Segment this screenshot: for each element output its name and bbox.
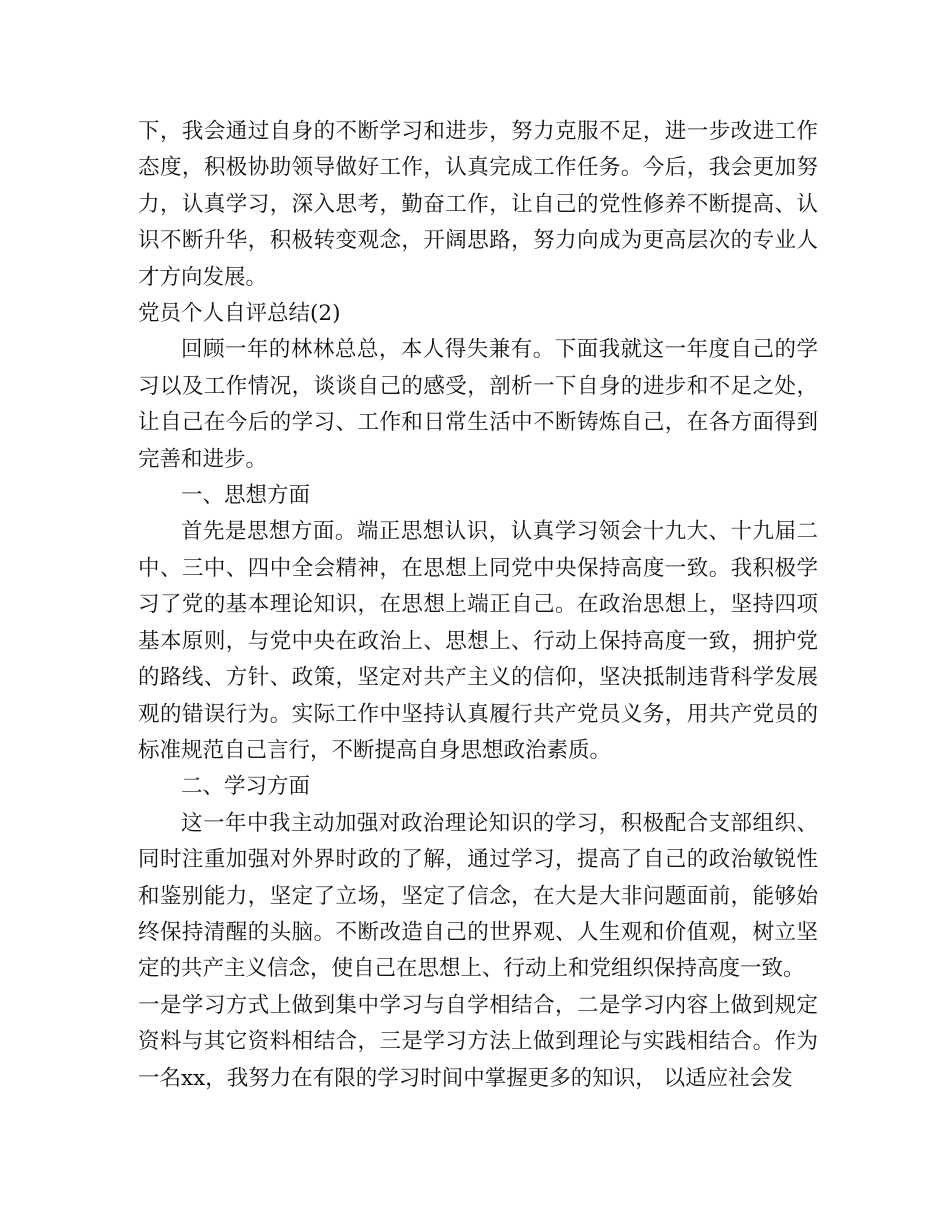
article-heading: 党员个人自评总结(2): [138, 301, 341, 327]
document-body: [138, 114, 818, 1097]
paragraph-thought: 首先是思想方面。端正思想认识，认真学习领会十九大、十九届二中、三中、四中全会精神，在思想上同党中央保持高度一致。我积极学习了党的基本理论知识，在思想上端正自己。在政治思想上，坚持四项基本原则，与党中央在政治上、思想上、行动上保持高度一致，拥护党的路线、方针、政策，坚定对共产主义的信仰，坚决抵制违背科学发展观的错误行为。实际工作中坚持认真履行共产党员义务，用共产党员的标准规范自己言行，不断提高自身思想政治素质。: [138, 519, 818, 763]
paragraph-study: 这一年中我主动加强对政治理论知识的学习，积极配合支部组织、同时注重加强对外界时政的了解，通过学习，提高了自己的政治敏锐性和鉴别能力，坚定了立场，坚定了信念，在大是大非问题面前，能够始终保持清醒的头脑。不断改造自己的世界观、人生观和价值观，树立坚定的共产主义信念，使自己在思想上、行动上和党组织保持高度一致。: [138, 810, 818, 982]
section-heading-thought: 一、思想方面: [181, 483, 311, 509]
paragraph-continuation: 下，我会通过自身的不断学习和进步，努力克服不足，进一步改进工作态度，积极协助领导做好工作，认真完成工作任务。今后，我会更加努力，认真学习，深入思考，勤奋工作，让自己的党性修养不断提高、认识不断升华，积极转变观念，开阔思路，努力向成为更高层次的专业人才方向发展。: [138, 119, 818, 290]
paragraph-review-intro: 回顾一年的林林总总，本人得失兼有。下面我就这一年度自己的学习以及工作情况，谈谈自己的感受，剖析一下自身的进步和不足之处，让自己在今后的学习、工作和日常生活中不断铸炼自己，在各方面得到完善和进步。: [138, 337, 818, 472]
paragraph-study-methods: 一是学习方式上做到集中学习与自学相结合，二是学习内容上做到规定资料与其它资料相结合，三是学习方法上做到理论与实践相结合。作为一名xx，我努力在有限的学习时间中掌握更多的知识， 以适应社会发: [138, 992, 818, 1091]
section-heading-study: 二、学习方面: [181, 774, 311, 800]
